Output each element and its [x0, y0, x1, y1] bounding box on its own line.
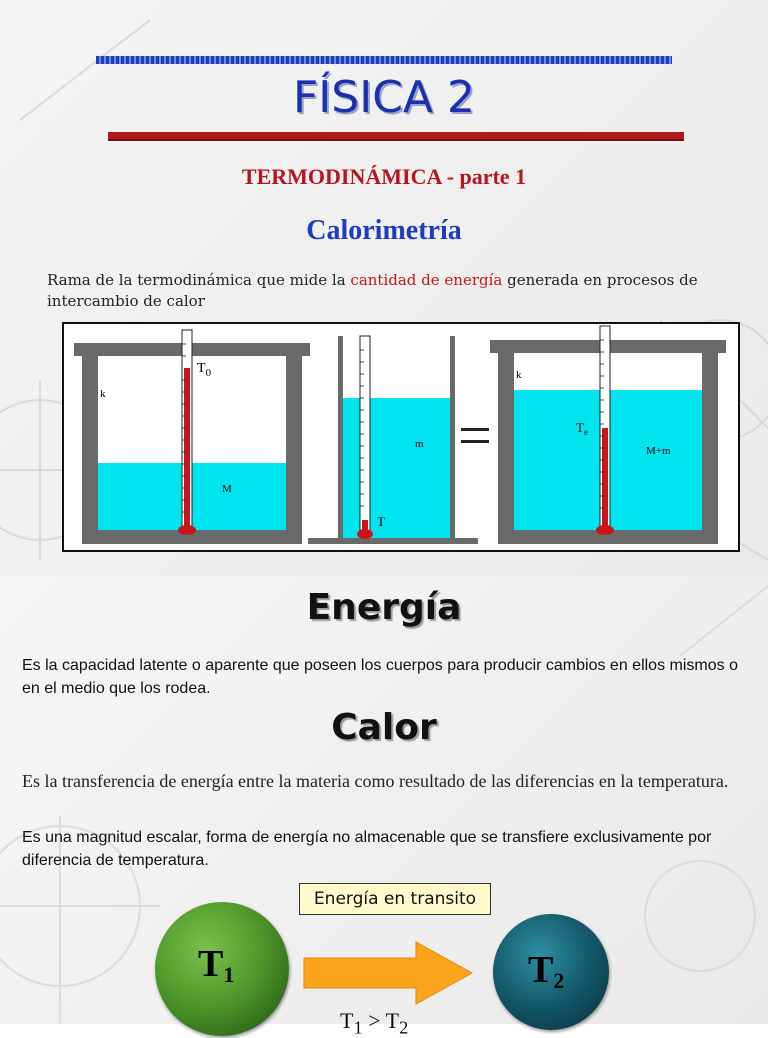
calor-magnitude-text: Es una magnitud escalar, forma de energía no almacenable que se transfiere exclusivamente por diferencia de temperatura.: [22, 829, 712, 869]
heat-flow-arrow-icon: [300, 938, 480, 1008]
cold-body-label: $T_2$: [528, 949, 565, 993]
title-underline: [108, 132, 684, 139]
section-heading: TERMODINÁMICA - parte 1: [241, 164, 527, 189]
calorimeter-diagram: [62, 322, 740, 552]
middle-container: [308, 336, 478, 544]
energia-definition: Es la capacidad latente o aparente que poseen los cuerpos para producir cambios en ellos mismos o en el medio que los rodea.: [22, 657, 738, 697]
calor-definition: Es la transferencia de energía entre la materia como resultado de las diferencias en la temperatura.: [22, 771, 729, 791]
right-calorimeter: [490, 326, 726, 544]
right-liquid-label: M+m: [646, 445, 671, 457]
top-dotted-rule: [96, 56, 672, 64]
intro-text-start: Rama de la termodinámica que mide la: [47, 271, 351, 289]
middle-liquid: [343, 398, 450, 538]
left-calorimeter: [74, 330, 310, 544]
equals-sign: [461, 428, 489, 443]
left-wall-label: k: [100, 388, 106, 400]
left-thermometer-label: $T_0$: [197, 361, 212, 379]
middle-liquid-label: m: [415, 438, 424, 450]
intro-text-end: generada en procesos de intercambio de calor: [47, 271, 698, 310]
energy-transit-label: Energía en transito: [299, 883, 491, 915]
right-thermometer-label: $T_e$: [576, 420, 588, 437]
right-wall-label: k: [516, 369, 522, 381]
left-liquid-label: M: [222, 483, 232, 495]
hot-body-label: $T_1$: [198, 943, 235, 987]
heading-energia: Energía: [306, 587, 462, 628]
intro-paragraph: [47, 270, 737, 312]
middle-thermometer-label: T: [377, 514, 385, 529]
temperature-comparison: $T_1 > T_2$: [340, 1008, 409, 1038]
heading-calor: Calor: [331, 707, 437, 748]
subsection-heading: Calorimetría: [306, 215, 462, 246]
intro-highlight: cantidad de energía: [350, 271, 503, 289]
page-title: FÍSICA 2: [293, 72, 475, 123]
